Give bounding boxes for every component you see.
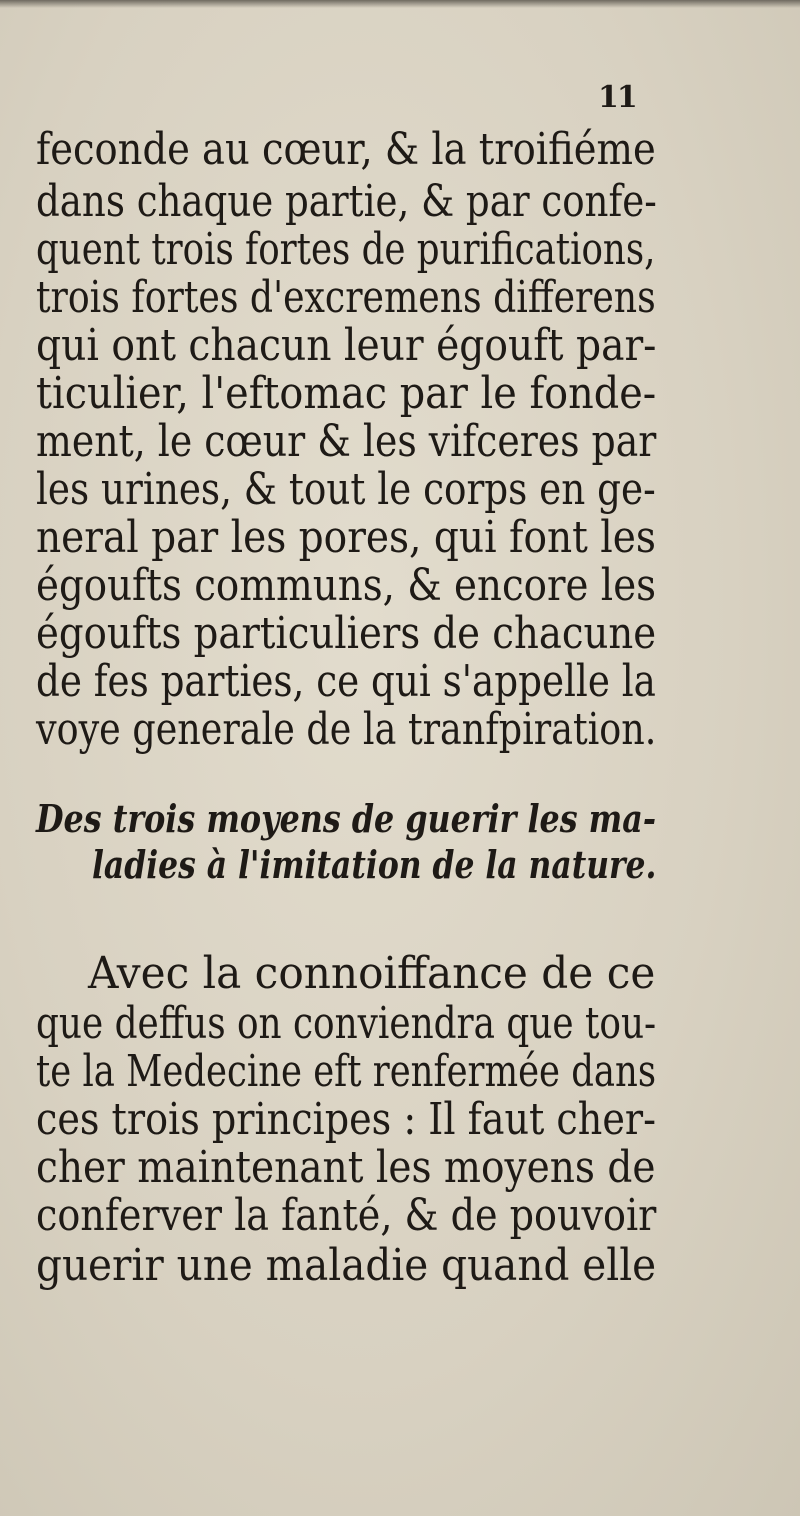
text-line: quent trois fortes de purifications,	[36, 224, 656, 275]
text-line: ment, le cœur & les vifceres par	[36, 416, 657, 467]
text-line: qui ont chacun leur égouft par-	[36, 320, 657, 371]
text-line: égoufts communs, & encore les	[36, 560, 657, 611]
text-line: cher maintenant les moyens de	[36, 1142, 656, 1193]
text-line: feconde au cœur, & la troifiéme	[36, 124, 656, 175]
text-line: ces trois principes : Il faut cher-	[36, 1094, 656, 1145]
section-heading: ladies à l'imitation de la nature.	[92, 842, 657, 887]
text-line: que deffus on conviendra que tou-	[36, 998, 657, 1049]
text-line: Avec la connoiffance de ce	[88, 948, 656, 999]
text-line: voye generale de la tranfpiration.	[36, 704, 657, 755]
text-line: neral par les pores, qui font les	[36, 512, 656, 563]
section-heading: Des trois moyens de guerir les ma-	[36, 796, 657, 841]
page-number: 11	[598, 80, 636, 115]
text-line: conferver la fanté, & de pouvoir	[36, 1190, 657, 1241]
text-line: les urines, & tout le corps en ge-	[36, 464, 656, 515]
text-line: te la Medecine eft renfermée dans	[36, 1046, 657, 1097]
text-line: égoufts particuliers de chacune	[36, 608, 657, 659]
text-line: de fes parties, ce qui s'appelle la	[36, 656, 656, 707]
page-edge-shadow	[0, 0, 800, 8]
text-line: guerir une maladie quand elle	[36, 1240, 657, 1291]
text-line: ticulier, l'eftomac par le fonde-	[36, 368, 657, 419]
text-line: trois fortes d'excremens differens	[36, 272, 656, 323]
text-line: dans chaque partie, & par confe-	[36, 176, 657, 227]
